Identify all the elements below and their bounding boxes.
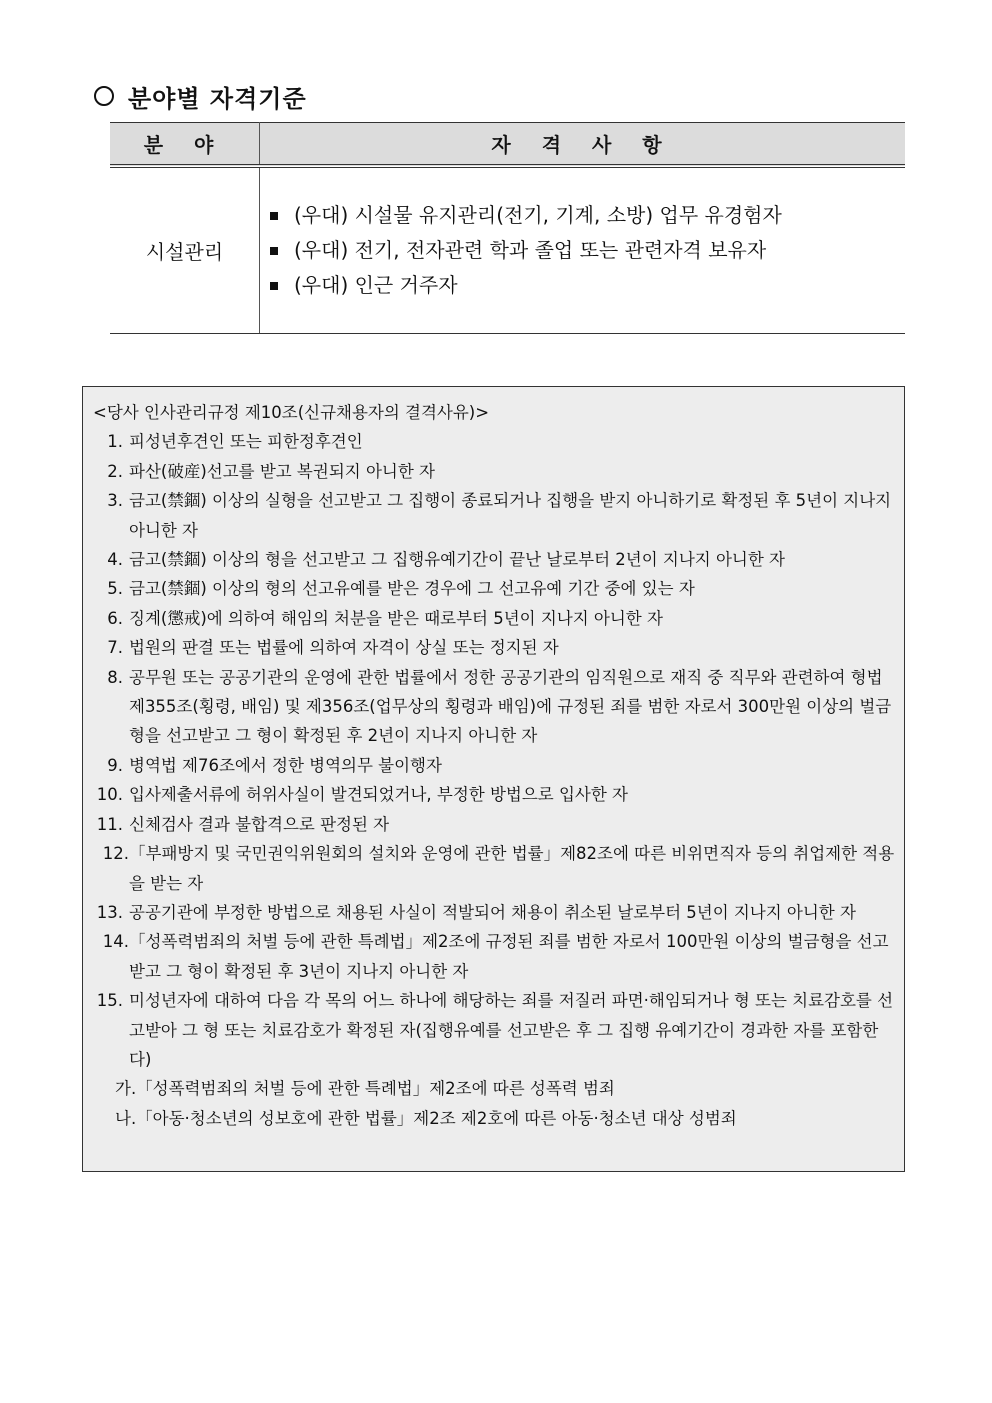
qualification-item: (우대) 인근 거주자 bbox=[270, 268, 905, 303]
rule-item bbox=[93, 574, 896, 603]
rule-item bbox=[93, 663, 896, 751]
rule-number: 2. bbox=[107, 461, 123, 481]
rule-number: 9. bbox=[107, 755, 123, 775]
rule-text: 금고(禁錮) 이상의 형의 선고유예를 받은 경우에 그 선고유예 기간 중에 있는 자 bbox=[129, 579, 695, 599]
rule-item bbox=[93, 545, 896, 574]
rule-number: 1. bbox=[107, 432, 123, 452]
rule-text: 징계(懲戒)에 의하여 해임의 처분을 받은 때로부터 5년이 지나지 아니한 자 bbox=[129, 608, 663, 628]
rule-item bbox=[93, 457, 896, 486]
disqualification-rules-box bbox=[82, 386, 905, 1172]
rule-text: 금고(禁錮) 이상의 형을 선고받고 그 집행유예기간이 끝난 날로부터 2년이 지나지 아니한 자 bbox=[129, 550, 785, 570]
rules-heading: <당사 인사관리규정 제10조(신규채용자의 결격사유)> bbox=[93, 403, 490, 422]
qualification-cell bbox=[260, 166, 906, 334]
rule-text: 「성폭력범죄의 처벌 등에 관한 특례법」제2조에 규정된 죄를 범한 자로서 100만원 이상의 벌금형을 선고받고 그 형이 확정된 후 3년이 지나지 아니한 자 bbox=[129, 932, 889, 981]
rule-subitem: 가.「성폭력범죄의 처벌 등에 관한 특례법」제2조에 따른 성폭력 범죄 bbox=[115, 1079, 615, 1099]
qualification-list bbox=[260, 198, 905, 303]
rule-subitem: 나.「아동·청소년의 성보호에 관한 법률」제2조 제2호에 따른 아동·청소년 대상 성범죄 bbox=[115, 1108, 737, 1128]
header-field: 분 야 bbox=[110, 123, 260, 167]
field-cell: 시설관리 bbox=[110, 166, 260, 334]
rule-number: 14. bbox=[102, 932, 129, 952]
rule-item bbox=[93, 898, 896, 927]
rule-text: 병역법 제76조에서 정한 병역의무 불이행자 bbox=[129, 755, 442, 775]
rule-item bbox=[93, 927, 896, 986]
qualification-table bbox=[110, 122, 905, 334]
rule-number: 11. bbox=[96, 814, 123, 834]
rule-item bbox=[93, 839, 896, 898]
rule-item bbox=[93, 751, 896, 780]
rule-text: 신체검사 결과 불합격으로 판정된 자 bbox=[129, 814, 390, 834]
rule-text: 미성년자에 대하여 다음 각 목의 어느 하나에 해당하는 죄를 저질러 파면·해임되거나 형 또는 치료감호를 선고받아 그 형 또는 치료감호가 확정된 자(집행유예를 선고받은 후 그 집행 유예기간이 경과한 자를 포함한다) bbox=[129, 991, 894, 1069]
rule-item bbox=[93, 780, 896, 809]
circle-bullet-icon bbox=[94, 86, 114, 106]
rule-item bbox=[93, 486, 896, 545]
square-bullet-icon bbox=[270, 212, 278, 220]
qualification-item: (우대) 시설물 유지관리(전기, 기계, 소방) 업무 유경험자 bbox=[270, 198, 905, 233]
rule-number: 7. bbox=[107, 638, 123, 658]
rule-number: 8. bbox=[107, 667, 123, 687]
rule-item bbox=[93, 427, 896, 456]
qualification-item: (우대) 전기, 전자관련 학과 졸업 또는 관련자격 보유자 bbox=[270, 233, 905, 268]
section-title-text: 분야별 자격기준 bbox=[128, 83, 307, 113]
rule-item bbox=[93, 986, 896, 1074]
rule-text: 금고(禁錮) 이상의 실형을 선고받고 그 집행이 종료되거나 집행을 받지 아니하기로 확정된 후 5년이 지나지 아니한 자 bbox=[129, 491, 892, 540]
rule-number: 12. bbox=[102, 844, 129, 864]
rule-text: 「부패방지 및 국민권익위원회의 설치와 운영에 관한 법률」제82조에 따른 비위면직자 등의 취업제한 적용을 받는 자 bbox=[129, 844, 895, 893]
rule-number: 13. bbox=[96, 902, 123, 922]
square-bullet-icon bbox=[270, 247, 278, 255]
rule-text: 파산(破産)선고를 받고 복권되지 아니한 자 bbox=[129, 461, 435, 481]
rule-text: 공무원 또는 공공기관의 운영에 관한 법률에서 정한 공공기관의 임직원으로 재직 중 직무와 관련하여 형법 제355조(횡령, 배임) 및 제356조(업무상의 횡령과 배임)에 규정된 죄를 범한 자로서 300만원 이상의 벌금형을 선고받고 그 형이 확정된 후 2년이 지나지 아니한 자 bbox=[129, 667, 892, 746]
table-row bbox=[110, 166, 905, 334]
header-qualification: 자 격 사 항 bbox=[260, 123, 906, 167]
rule-item bbox=[93, 633, 896, 662]
square-bullet-icon bbox=[270, 282, 278, 290]
rule-text: 피성년후견인 또는 피한정후견인 bbox=[129, 432, 363, 452]
rule-number: 15. bbox=[96, 991, 123, 1011]
rule-text: 공공기관에 부정한 방법으로 채용된 사실이 적발되어 채용이 취소된 날로부터 5년이 지나지 아니한 자 bbox=[129, 902, 856, 922]
rule-number: 3. bbox=[107, 491, 123, 511]
rule-number: 5. bbox=[107, 579, 123, 599]
rule-text: 법원의 판결 또는 법률에 의하여 자격이 상실 또는 정지된 자 bbox=[129, 638, 559, 658]
rule-number: 6. bbox=[107, 608, 123, 628]
section-title bbox=[94, 76, 307, 116]
rule-number: 4. bbox=[107, 550, 123, 570]
rule-item bbox=[93, 810, 896, 839]
rule-item bbox=[93, 604, 896, 633]
table-header-row bbox=[110, 123, 905, 167]
rule-text: 입사제출서류에 허위사실이 발견되었거나, 부정한 방법으로 입사한 자 bbox=[129, 785, 628, 805]
rule-number: 10. bbox=[96, 785, 123, 805]
